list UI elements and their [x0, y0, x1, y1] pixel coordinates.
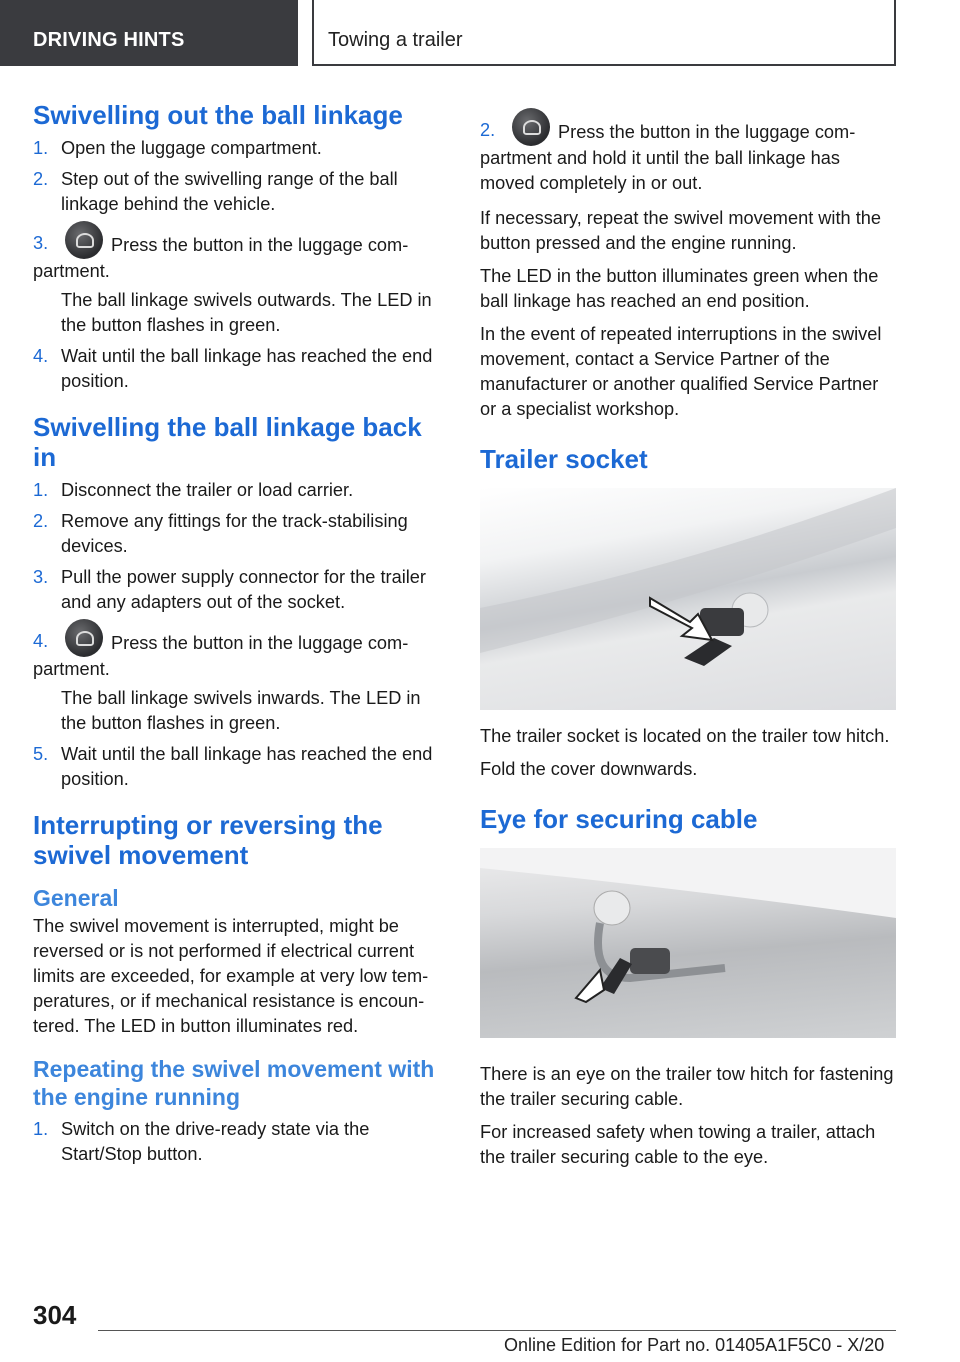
heading-interrupting: Interrupting or reversing the swivel movement	[33, 810, 383, 870]
section-tab: DRIVING HINTS	[0, 0, 298, 66]
ball-linkage-button-icon	[65, 221, 103, 259]
heading-swivel-out: Swivelling out the ball linkage	[33, 100, 403, 130]
list-item: 5. Wait until the ball linkage has reached the end position.	[33, 744, 433, 789]
subheading-repeating: Repeating the swivel movement with the engine running	[33, 1056, 435, 1110]
securing-eye-illustration	[480, 848, 896, 1038]
ball-linkage-button-icon	[512, 108, 550, 146]
list-item: 4. Press the button in the luggage compartment. The ball linkage swivels inwards. The LED in the button flashes in green.	[33, 627, 448, 736]
left-column	[33, 100, 448, 1173]
list-item: 1. Disconnect the trailer or load carrier.	[33, 480, 354, 500]
paragraph: Fold the cover downwards.	[480, 759, 698, 779]
subheading-general: General	[33, 885, 119, 911]
heading-swivel-back: Swivelling the ball linkage back in	[33, 412, 422, 472]
list-item: 2. Step out of the swivelling range of the ball linkage behind the vehicle.	[33, 169, 398, 214]
paragraph: There is an eye on the trailer tow hitch for fastening the trailer securing cable.	[480, 1064, 894, 1109]
list-item: 3. Pull the power supply connector for the trailer and any adapters out of the socket.	[33, 567, 426, 612]
ball-linkage-button-icon	[65, 619, 103, 657]
trailer-socket-illustration	[480, 488, 896, 710]
footer-divider	[98, 1330, 896, 1331]
list-item: 2. Remove any fittings for the track-stabilising devices.	[33, 511, 408, 556]
paragraph: The trailer socket is located on the trailer tow hitch.	[480, 726, 890, 746]
page-header	[0, 0, 960, 66]
paragraph: For increased safety when towing a trailer, attach the trailer securing cable to the eye.	[480, 1122, 876, 1167]
heading-trailer-socket: Trailer socket	[480, 444, 648, 474]
list-item: 2. Press the button in the luggage compartment and hold it until the ball linkage has moved completely in or out.	[480, 116, 896, 196]
paragraph: If necessary, repeat the swivel movement with the button pressed and the engine running.	[480, 208, 881, 253]
paragraph: In the event of repeated interruptions in the swivel movement, contact a Service Partner of the manufacturer or another qualified Service Partner or a specialist workshop.	[480, 324, 882, 419]
heading-eye: Eye for securing cable	[480, 804, 758, 834]
list-item: 1. Switch on the drive-ready state via the Start/Stop button.	[33, 1119, 370, 1164]
chapter-title: Towing a trailer	[312, 0, 896, 66]
securing-eye-image	[480, 848, 896, 1038]
list-item: 4. Wait until the ball linkage has reached the end position.	[33, 346, 433, 391]
list-item: 1. Open the luggage compartment.	[33, 138, 322, 158]
edition-label: Online Edition for Part no. 01405A1F5C0 - X/20	[504, 1335, 885, 1355]
list-item: 3. Press the button in the luggage compartment. The ball linkage swivels outwards. The LED in the button flashes in green.	[33, 229, 448, 338]
page-number: 304	[33, 1300, 77, 1330]
right-column	[480, 116, 896, 1178]
paragraph: The LED in the button illuminates green when the ball linkage has reached an end position.	[480, 266, 879, 311]
trailer-socket-image	[480, 488, 896, 710]
general-paragraph: The swivel movement is interrupted, might be reversed or is not performed if electrical current limits are exceeded, for example at very low temperatures, or if mechanical resistance is encountered. The LED in button illuminates red.	[33, 916, 429, 1036]
